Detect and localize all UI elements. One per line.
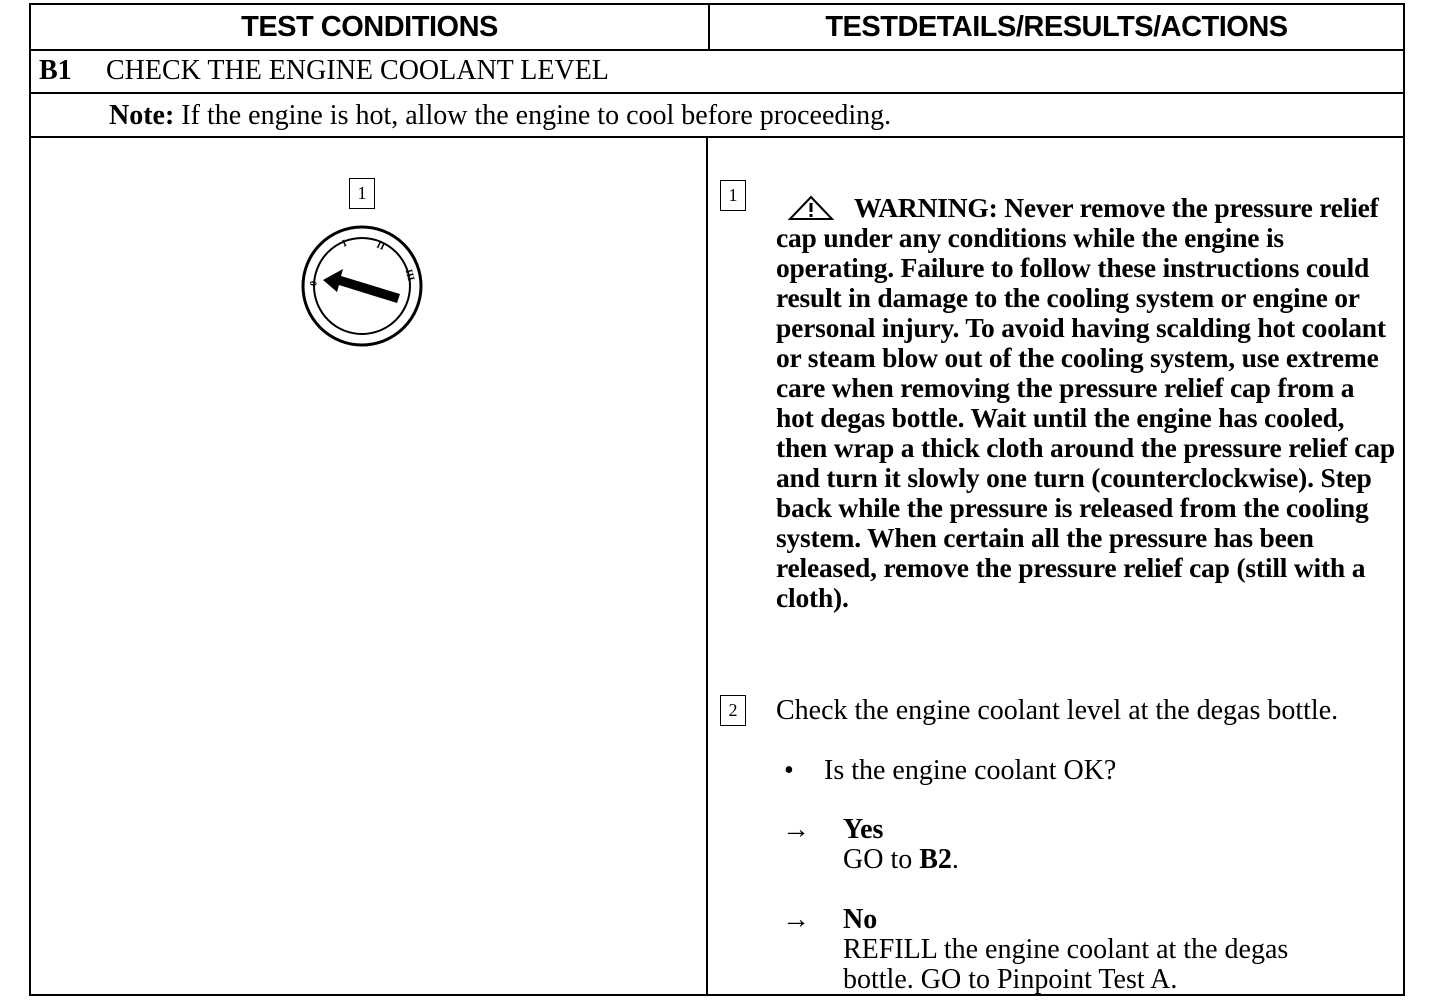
step2-question: Is the engine coolant OK?: [824, 755, 1117, 786]
step1-warning: [776, 192, 1406, 613]
note-text: If the engine is hot, allow the engine to cool before proceeding.: [174, 100, 892, 131]
yes-label: Yes: [843, 814, 884, 845]
dial-label-0: 0: [308, 280, 320, 288]
section-title: CHECK THE ENGINE COOLANT LEVEL: [106, 55, 609, 86]
note-label: Note:: [109, 100, 175, 131]
step2-box: 2: [720, 695, 746, 726]
note: [109, 100, 891, 132]
column-divider: [706, 138, 708, 994]
section-row: [31, 51, 1403, 94]
note-row: [31, 94, 1403, 138]
table-header: [31, 5, 1403, 51]
step2-text: Check the engine coolant level at the degas bottle.: [776, 695, 1339, 726]
yes-action-target: B2: [919, 844, 952, 875]
dial-label-2: II: [374, 239, 387, 253]
yes-arrow: →: [782, 814, 810, 845]
dial-label-1: I: [340, 238, 349, 250]
header-test-conditions: TEST CONDITIONS: [31, 5, 710, 49]
yes-action: [843, 845, 959, 875]
no-label: No: [843, 904, 878, 935]
no-action-line2: bottle. GO to Pinpoint Test A.: [843, 964, 1178, 995]
warning-text: WARNING: Never remove the pressure relief cap under any conditions while the engine is operating. Failure to follow these instructions could result in damage to the cooling system or engine or personal injury. To avoid having scalding hot coolant or steam blow out of the cooling system, use extreme care when removing the pressure relief cap from a hot degas bottle. Wait until the engine has cooled, then wrap a thick cloth around the pressure relief cap and turn it slowly one turn (counterclockwise). Step back while the pressure is released from the cooling system. When certain all the pressure has been released, remove the pressure relief cap (still with a cloth).: [776, 192, 1395, 613]
section-code: B1: [39, 55, 72, 86]
dial-label-3: III: [402, 267, 417, 283]
step1-box: 1: [720, 180, 746, 211]
yes-action-suffix: .: [951, 844, 959, 875]
yes-action-prefix: GO to: [843, 844, 920, 875]
left-step-box: 1: [349, 178, 375, 209]
diagnostic-table: [29, 3, 1405, 996]
header-test-details: TESTDETAILS/RESULTS/ACTIONS: [825, 10, 1288, 43]
no-arrow: →: [782, 904, 810, 935]
table-body: [31, 138, 1403, 994]
ignition-switch-off-icon: [299, 223, 425, 354]
bullet: •: [784, 755, 794, 786]
no-action-line1: REFILL the engine coolant at the degas: [843, 934, 1289, 965]
